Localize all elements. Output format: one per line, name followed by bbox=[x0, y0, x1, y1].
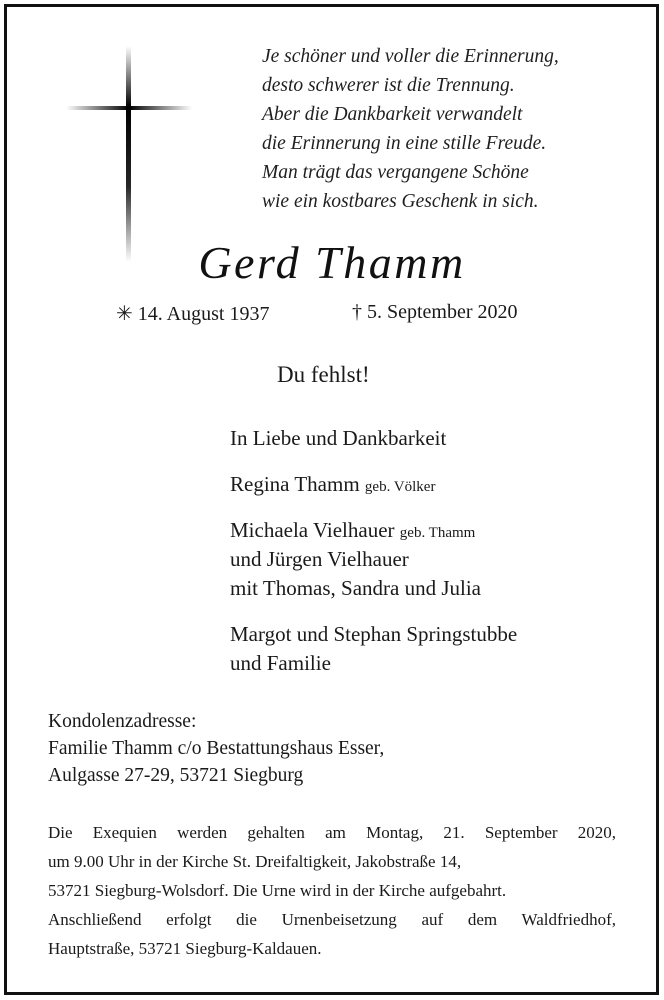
mourner-maiden-name: geb. Thamm bbox=[399, 525, 476, 541]
service-line: Die Exequien werden gehalten am Montag, 21. September 2020, bbox=[48, 823, 616, 842]
mourner-name: Michaela Vielhauer bbox=[230, 518, 395, 542]
condolence-label: Kondolenzadresse: bbox=[48, 711, 197, 732]
birth-date: ✳ 14. August 1937 bbox=[116, 303, 270, 325]
poem-line: desto schwerer ist die Trennung. bbox=[262, 75, 515, 96]
poem-line: wie ein kostbares Geschenk in sich. bbox=[262, 191, 539, 212]
miss-you-text: Du fehlst! bbox=[277, 362, 370, 387]
poem-line: die Erinnerung in eine stille Freude. bbox=[262, 133, 547, 154]
poem bbox=[262, 42, 622, 216]
poem-line: Je schöner und voller die Erinnerung, bbox=[262, 46, 559, 67]
condolence-line: Familie Thamm c/o Bestattungshaus Esser, bbox=[48, 738, 385, 759]
mourner-margot: Margot und Stephan Springstubbe bbox=[230, 622, 518, 646]
mourner-maiden-name: geb. Völker bbox=[364, 479, 436, 495]
deceased-name bbox=[0, 236, 664, 289]
mourners-intro: In Liebe und Dankbarkeit bbox=[230, 426, 447, 450]
poem-line: Man trägt das vergangene Schöne bbox=[262, 162, 529, 183]
condolence-address bbox=[48, 708, 384, 789]
service-line: Hauptstraße, 53721 Siegburg-Kaldauen. bbox=[48, 939, 322, 958]
condolence-line: Aulgasse 27-29, 53721 Siegburg bbox=[48, 765, 304, 786]
mourner-regina bbox=[230, 469, 435, 502]
deceased-name-text: Gerd Thamm bbox=[198, 237, 466, 288]
mourner-family: und Familie bbox=[230, 651, 331, 675]
service-info bbox=[48, 818, 616, 963]
mourner-children: mit Thomas, Sandra und Julia bbox=[230, 576, 482, 600]
death-date: † 5. September 2020 bbox=[352, 301, 518, 323]
service-line: Anschließend erfolgt die Urnenbeisetzung auf dem Waldfriedhof, bbox=[48, 910, 616, 929]
service-line: 53721 Siegburg-Wolsdorf. Die Urne wird in der Kirche aufgebahrt. bbox=[48, 881, 507, 900]
mourner-juergen: und Jürgen Vielhauer bbox=[230, 547, 409, 571]
service-line: um 9.00 Uhr in der Kirche St. Dreifaltigkeit, Jakobstraße 14, bbox=[48, 852, 462, 871]
mourner-name: Regina Thamm bbox=[230, 472, 360, 496]
poem-line: Aber die Dankbarkeit verwandelt bbox=[262, 104, 523, 125]
